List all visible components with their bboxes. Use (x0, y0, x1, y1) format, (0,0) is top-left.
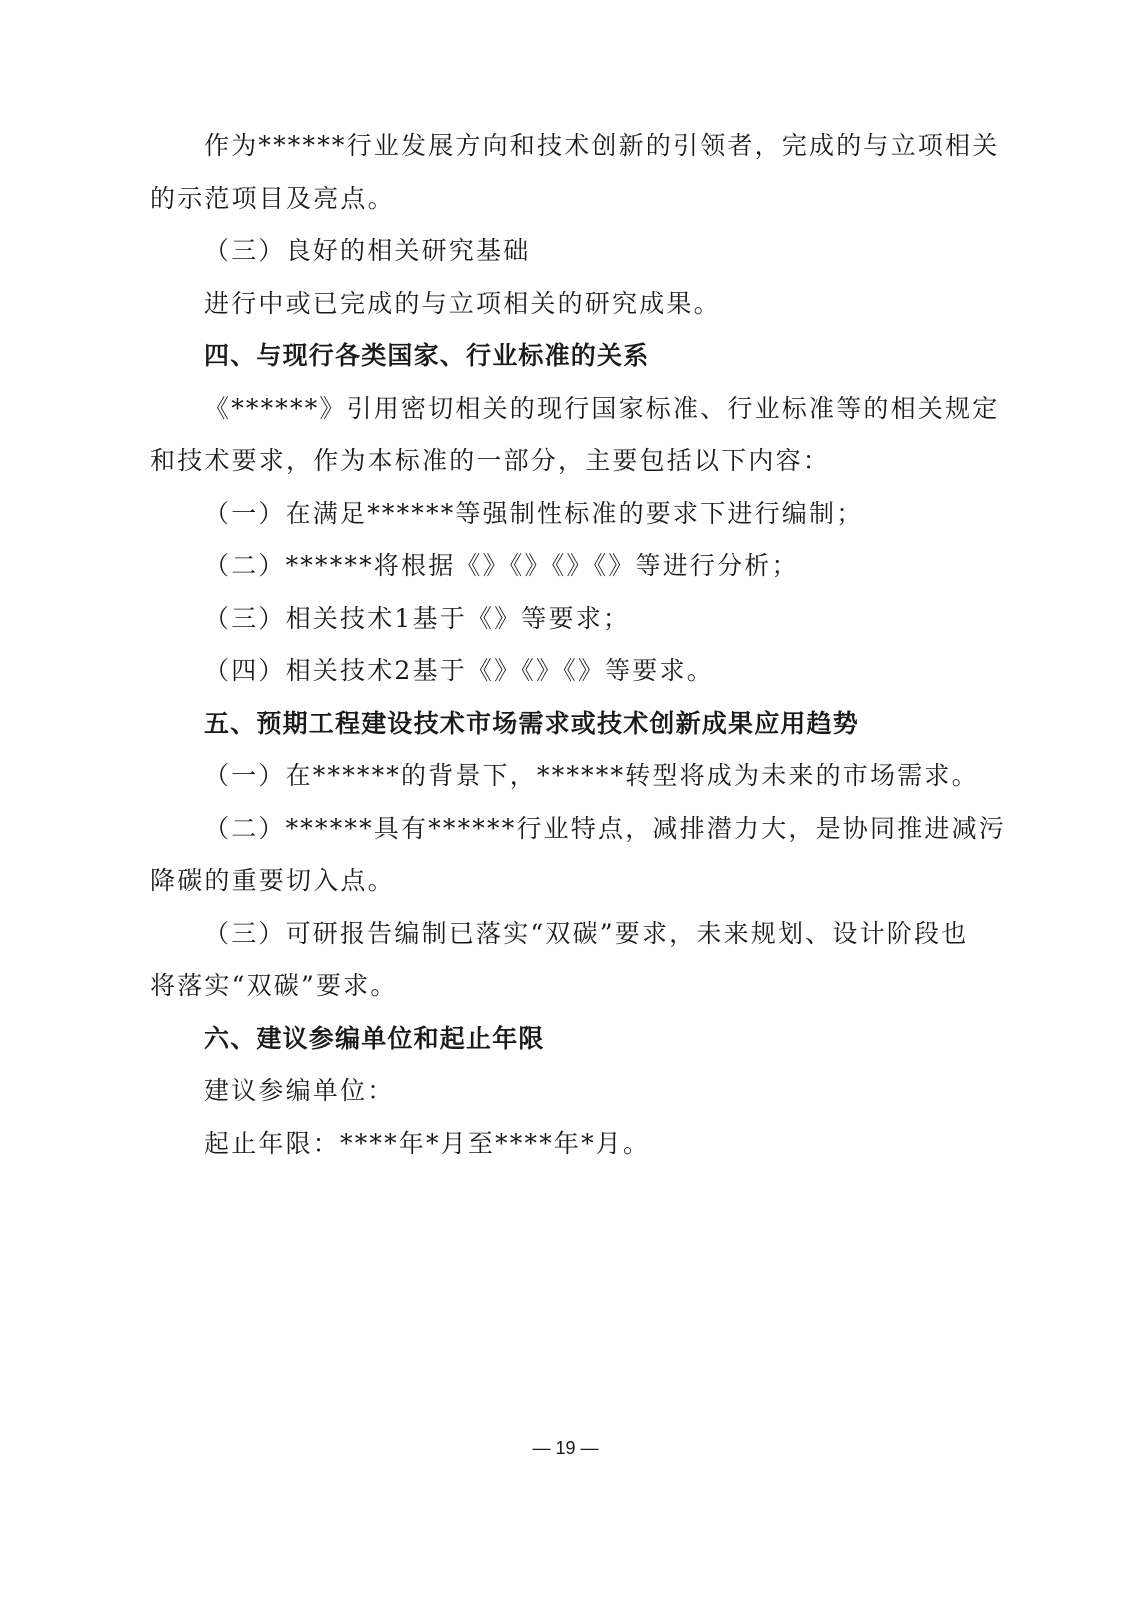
text-line: 作为******行业发展方向和技术创新的引领者，完成的与立项相关 (204, 131, 1000, 160)
page-number: — 19 — (532, 1438, 599, 1458)
section-heading: 五、预期工程建设技术市场需求或技术创新成果应用趋势 (204, 708, 860, 738)
text-line: 将落实“双碳”要求。 (150, 971, 398, 1000)
text-line: 和技术要求，作为本标准的一部分，主要包括以下内容： (150, 446, 831, 475)
section-heading: 六、建议参编单位和起止年限 (204, 1023, 545, 1053)
text-line: 《******》引用密切相关的现行国家标准、行业标准等的相关规定 (204, 393, 1000, 423)
text-line: （二）******将根据《》《》《》《》等进行分析； (204, 551, 799, 580)
document-body (150, 120, 1007, 1170)
document-page (150, 120, 1007, 1170)
text-line: 降碳的重要切入点。 (150, 866, 395, 895)
text-line: （三）相关技术1基于《》等要求； (204, 603, 631, 633)
text-line: （四）相关技术2基于《》《》《》等要求。 (204, 656, 714, 685)
text-line: 建议参编单位： (204, 1076, 395, 1105)
text-line: （一）在******的背景下，******转型将成为未来的市场需求。 (204, 761, 979, 790)
text-line: （二）******具有******行业特点，减排潜力大，是协同推进减污 (204, 813, 1007, 843)
text-line: 的示范项目及亮点。 (150, 183, 395, 213)
text-line: （三）可研报告编制已落实“双碳”要求，未来规划、设计阶段也 (204, 918, 969, 948)
text-line: （一）在满足******等强制性标准的要求下进行编制； (204, 498, 864, 528)
text-line: 起止年限：****年*月至****年*月。 (204, 1128, 651, 1158)
text-line: （三）良好的相关研究基础 (204, 236, 531, 265)
section-heading: 四、与现行各类国家、行业标准的关系 (204, 341, 650, 370)
text-line: 进行中或已完成的与立项相关的研究成果。 (204, 288, 721, 318)
